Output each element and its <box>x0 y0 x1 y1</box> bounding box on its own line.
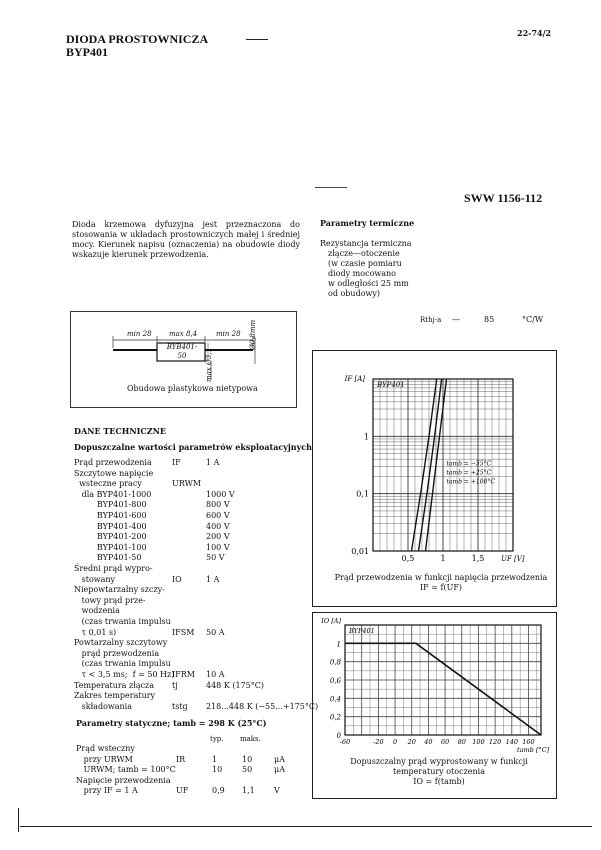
limit-label: BYP401-100 <box>74 542 147 552</box>
limit-label: stowany <box>74 574 116 584</box>
limit-label: BYP401-400 <box>74 521 147 531</box>
static-unit: V <box>274 786 280 796</box>
y-tick-label: 0 <box>336 732 341 740</box>
limits-table <box>74 458 319 713</box>
thermal-heading: Parametry termiczne <box>320 218 415 228</box>
x-tick-label: -60 <box>339 738 351 746</box>
chart1-caption <box>327 573 555 593</box>
limit-label: τ < 3,5 ms; f = 50 Hz) <box>74 670 175 679</box>
chart-inner-label: BYP401 <box>377 381 405 389</box>
limit-label: prąd przewodzenia <box>74 648 160 658</box>
limit-label: τ 0,01 s) <box>74 627 117 637</box>
y-tick-label: 0,8 <box>329 658 341 667</box>
limit-label: Powtarzalny szczytowy <box>74 638 168 648</box>
x-tick-label: 120 <box>488 738 502 746</box>
static-symbol: UF <box>176 786 189 796</box>
limit-label: (czas trwania impulsu <box>74 659 171 669</box>
housing-box <box>70 311 297 408</box>
y-axis-label: IO [A] <box>321 617 341 625</box>
limit-symbol: IFSM <box>172 627 195 637</box>
limit-label: Średni prąd wypro- <box>74 564 153 573</box>
x-tick-label: 100 <box>472 738 485 746</box>
dim-lead-left: min 28 <box>127 330 152 338</box>
x-axis-label: UF [V] <box>501 555 525 563</box>
x-tick-label: 80 <box>457 738 466 746</box>
chart1-subtitle: IF = f(UF) <box>420 583 462 592</box>
chart-rectified-current <box>313 613 556 755</box>
limit-label: Temperatura złącza <box>74 680 155 690</box>
page-title: DIODA PROSTOWNICZA BYP401 <box>66 32 209 59</box>
standard-code: SWW 1156-112 <box>464 191 543 205</box>
x-tick-label: 140 <box>505 738 519 746</box>
static-typ: 10 <box>212 765 223 775</box>
limit-value: 218...448 K (−55...+175°C) <box>206 701 319 711</box>
thermal-dash: — <box>452 315 460 324</box>
static-typ: 1 <box>212 754 218 764</box>
divider <box>315 187 347 188</box>
static-symbol: IR <box>176 754 186 764</box>
x-tick-label: 40 <box>424 738 433 746</box>
thermal-unit: °C/W <box>522 315 544 324</box>
bottom-rule <box>20 826 592 827</box>
x-tick-label: 160 <box>522 738 535 746</box>
chart2-title: Dopuszczalny prąd wyprostowany w funkcji temperatury otoczenia <box>350 757 528 776</box>
limit-value: 1 A <box>206 574 220 584</box>
limit-label: wodzenia <box>74 606 120 616</box>
x-axis-label: tamb [°C] <box>517 746 550 754</box>
limit-symbol: IFRM <box>172 670 195 679</box>
x-tick-label: 20 <box>407 738 416 746</box>
page-code: 22-74/2 <box>517 28 552 38</box>
left-mark <box>18 808 19 832</box>
static-max: 10 <box>242 754 253 764</box>
series-label: tamb = +100°C <box>446 478 495 486</box>
limit-value: 448 K (175°C) <box>206 680 264 690</box>
chart2-subtitle: IO = f(tamb) <box>413 777 465 786</box>
dim-lead-right: min 28 <box>216 330 241 338</box>
limit-label: Niepowtarzalny szczy- <box>74 585 165 595</box>
static-typ: 0,9 <box>212 786 225 796</box>
y-tick-label: 0,2 <box>329 713 341 722</box>
static-label: przy URWM <box>76 754 133 764</box>
limit-label: składowania <box>74 701 132 711</box>
x-tick-label: 0,5 <box>401 554 415 563</box>
series-label: tamb = +25°C <box>446 469 492 477</box>
chart2-caption <box>333 757 545 787</box>
description: Dioda krzemowa dyfuzyjna jest przeznaczona do stosowania w układach prostowniczych małej i średniej mocy. Kierunek napisu (oznaczenia) na obudowie diody wskazuje kierunek przewodzenia. <box>72 220 300 259</box>
limit-label: (czas trwania impulsu <box>74 617 171 626</box>
series-line <box>412 379 437 551</box>
x-tick-label: -20 <box>373 738 384 746</box>
limit-label: Prąd przewodzenia <box>74 458 152 467</box>
limit-label: dla BYP401-1000 <box>74 489 152 499</box>
chart2-frame <box>312 612 557 799</box>
limits-heading: Dopuszczalne wartości parametrów eksploatacyjnych <box>74 442 312 452</box>
col-typ: typ. <box>210 735 224 743</box>
series-label: tamb = −55°C <box>446 460 492 468</box>
housing-caption: Obudowa plastykowa nietypowa <box>127 384 258 393</box>
chart1-frame <box>312 350 557 607</box>
x-tick-label: 60 <box>440 738 450 746</box>
tech-heading: DANE TECHNICZNE <box>74 426 166 436</box>
limit-value: 1 A <box>206 458 220 467</box>
y-axis-label: IF [A] <box>344 375 365 383</box>
y-tick-label: 1 <box>363 432 369 442</box>
y-tick-label: 0,01 <box>351 547 369 556</box>
limit-label: Szczytowe napięcie <box>74 468 154 478</box>
limit-symbol: URWM <box>172 479 202 489</box>
limit-value: 1000 V <box>206 489 235 499</box>
static-label: Prąd wsteczny <box>76 744 135 753</box>
static-max: 50 <box>242 765 253 775</box>
x-tick-label: 1 <box>440 554 446 563</box>
chart-forward-current <box>313 351 556 576</box>
thermal-value: 85 <box>484 315 495 324</box>
limit-label: BYP401-50 <box>74 553 142 563</box>
x-tick-label: 1,5 <box>471 554 485 563</box>
limit-label: towy prąd prze- <box>74 595 146 605</box>
y-tick-label: 0,1 <box>356 489 369 499</box>
limit-symbol: tstg <box>172 701 188 711</box>
static-table <box>76 744 316 804</box>
limit-value: 50 A <box>206 627 225 637</box>
limit-value: 800 V <box>206 500 230 510</box>
static-unit: μA <box>274 754 285 764</box>
thermal-label: Rezystancja termiczna złącze—otoczenie (w czasie pomiaru diody mocowano w odległości 25 mm od obudowy) <box>320 239 412 298</box>
dim-lead-diameter: Ø0,8mm <box>249 319 257 350</box>
col-max: maks. <box>240 735 261 743</box>
limit-label: wsteczne pracy <box>74 479 142 489</box>
limit-symbol: tj <box>172 680 178 690</box>
thermal-symbol: Rthj-a <box>420 316 442 324</box>
static-heading: Parametry statyczne; tamb = 298 K (25°C) <box>76 718 267 728</box>
divider <box>246 39 268 40</box>
body-marking: BYB401- 50 <box>166 343 198 360</box>
limit-label: BYP401-200 <box>74 532 147 542</box>
dim-body-length: max 8,4 <box>169 330 198 338</box>
static-label: URWM; tamb = 100°C <box>76 765 176 775</box>
limit-value: 100 V <box>206 542 230 552</box>
static-label: Napięcie przewodzenia <box>76 775 171 785</box>
static-label: przy IF = 1 A <box>76 786 138 796</box>
chart-inner-label: BYP401 <box>349 627 375 635</box>
dim-body-diameter: max Ø3,1 <box>205 348 213 382</box>
chart1-title: Prąd przewodzenia w funkcji napięcia przewodzenia <box>334 573 548 582</box>
static-max: 1,1 <box>242 786 255 796</box>
limit-value: 400 V <box>206 521 230 531</box>
limit-symbol: IO <box>172 574 182 584</box>
y-tick-label: 0,6 <box>329 677 341 685</box>
y-tick-label: 1 <box>336 640 341 649</box>
limit-label: BYP401-600 <box>74 511 147 520</box>
limit-label: BYP401-800 <box>74 500 147 510</box>
static-unit: μA <box>274 765 285 775</box>
limit-symbol: IF <box>172 458 181 467</box>
limit-value: 200 V <box>206 532 230 542</box>
limit-label: Zakres temperatury <box>74 691 156 701</box>
limit-value: 10 A <box>206 670 225 679</box>
x-tick-label: 0 <box>392 738 398 746</box>
limit-value: 50 V <box>206 553 225 563</box>
limit-value: 600 V <box>206 511 230 520</box>
y-tick-label: 0,4 <box>329 695 341 704</box>
